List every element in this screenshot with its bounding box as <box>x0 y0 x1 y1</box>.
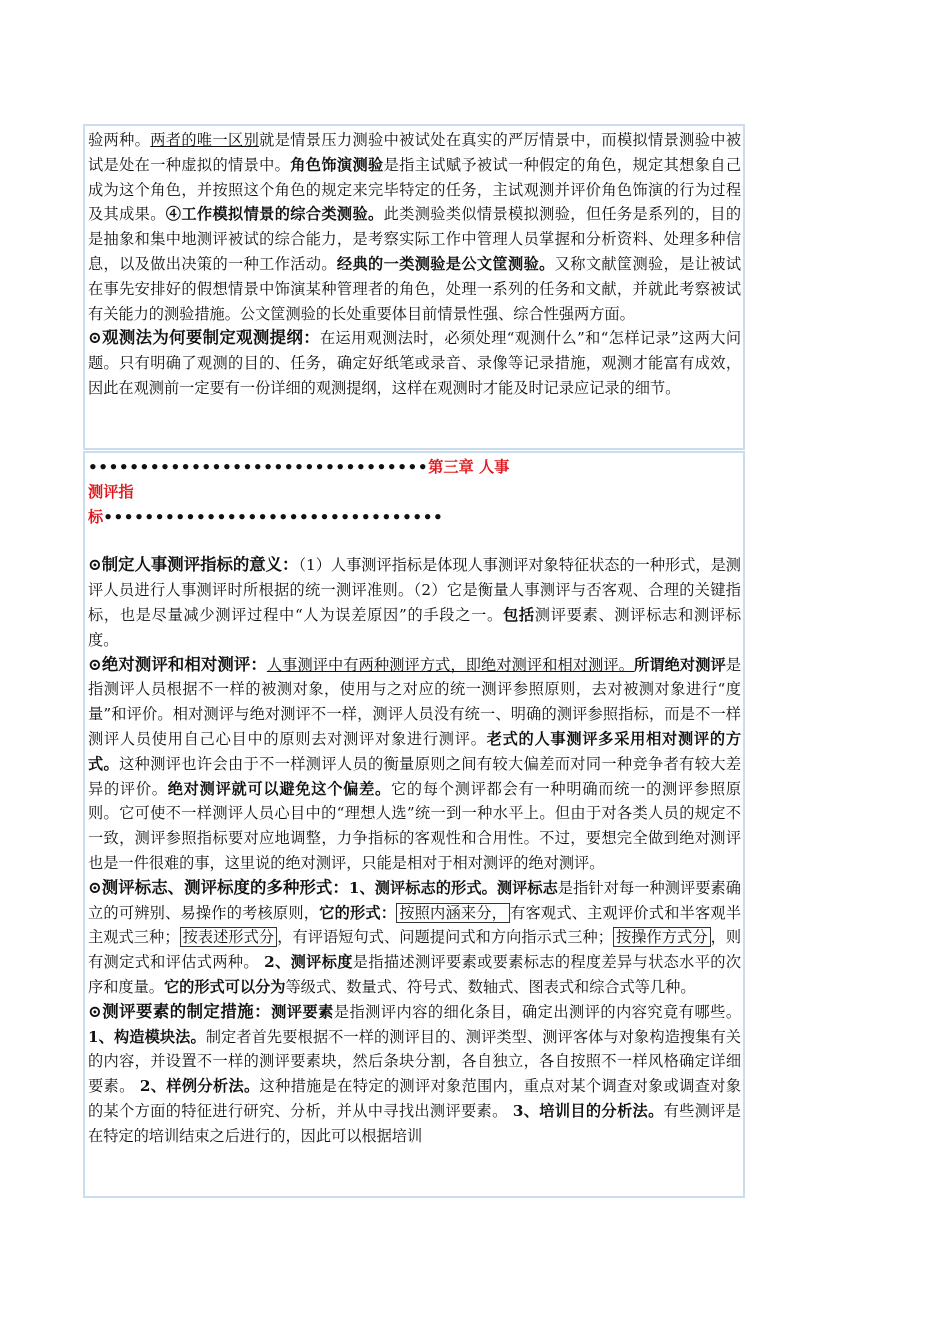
bold-term: 它的形式可以分为 <box>163 977 286 996</box>
bold-term: 2、测评标度 <box>264 953 353 972</box>
text-run: 是指测评人员根据不一样的被测对象，使用与之对应的统一测评参照原则，去对被测对象进行“度量”和评价。相对测评与绝对测评不一样，测评人员没有统一、明确的测评参照指标，而是不一样测评人员使用自己心目中的原则去对测评对象进行测评。 <box>88 655 742 748</box>
boxed-phrase: 按操作方式分 <box>613 927 711 947</box>
bold-term: 包括 <box>502 605 535 624</box>
bold-term: 1、测评标志的形式。测评标志 <box>348 878 558 897</box>
text-run: 有客观式、主观评价式和半客观半主观式三种； <box>88 903 742 947</box>
bold-term: 老式的人事测评多采用相对测评的方式。 <box>88 729 742 773</box>
paragraph-marker-scale-forms <box>88 876 741 1000</box>
bold-term: 3、培训目的分析法。 <box>512 1101 664 1120</box>
dot-leader-left: ••••••••••••••••••••••••••••••••• <box>88 458 429 476</box>
section-heading: ⊙观测法为何要制定观测提纲： <box>88 328 320 348</box>
text-run: 是指针对每一种测评要素确立的可辨别、易操作的考核原则， <box>88 878 741 922</box>
paragraph-element-methods <box>88 1000 741 1149</box>
text-run: 等级式、数量式、符号式、数轴式、图表式和综合式等几种。 <box>285 977 696 996</box>
text-run: 又称文献筐测验，是让被试在事先安排好的假想情景中饰演某种管理者的角色，处理一系列的任务和文献，并就此考察被试有关能力的测验措施。公文筐测验的长处重要体目前情景性强、综合性强两方面。 <box>88 254 742 323</box>
underlined-phrase: 两者的唯一区别 <box>150 131 260 149</box>
text-run: 就是情景压力测验中被试处在真实的严厉情景中，而模拟情景测验中被试是处在一种虚拟的情景中。 <box>88 131 742 174</box>
bold-term: 绝对测评就可以避免这个偏差。 <box>167 779 391 798</box>
bold-term: 所谓绝对测评 <box>634 655 726 674</box>
chapter-heading <box>88 455 741 529</box>
paragraph-simulation-tests <box>88 128 741 326</box>
text-frame-main <box>83 451 745 1198</box>
section-heading: ⊙绝对测评和相对测评： <box>88 654 267 674</box>
bold-term-in-basket: 经典的一类测验是公文筐测验。 <box>336 254 555 273</box>
text-run: 制定者首先要根据不一样的测评目的、测评类型、测评客体与对象构造搜集有关的内容，并设置不一样的测评要素块，然后条块分割，各自独立，各自按照不一样风格确定详细要素。 <box>88 1027 741 1096</box>
dot-leader-right: ••••••••••••••••••••••••••••••••• <box>103 507 444 526</box>
paragraph-absolute-relative <box>88 653 741 876</box>
text-run: 此类测验类似情景模拟测验，但任务是系列的，目的是抽象和集中地测评被试的综合能力，是考察实际工作中管理人员掌握和分析资料、处理多种信息，以及做出决策的一种工作活动。 <box>88 205 742 273</box>
bold-term-role-play: 角色饰演测验 <box>290 155 384 174</box>
chapter-title-part-3: 标 <box>88 507 104 526</box>
paragraph-observation-outline <box>88 326 741 400</box>
boxed-phrase: 按照内涵来分， <box>396 903 510 923</box>
text-run: 验两种。 <box>88 131 151 149</box>
text-run: 是指描述测评要素或要素标志的程度差异与状态水平的次序和度量。 <box>88 953 742 996</box>
text-run: （1）人事测评指标是体现人事测评对象特征状态的一种形式，是测评人员进行人事测评时所根据的统一测评准则。（2）它是衡量人事测评与否客观、合理的关键指标，也是尽量减少测评过程中“人为误差原因”的手段之一。 <box>88 556 741 624</box>
text-run: 是指测评内容的细化条目，确定出测评的内容究竟有哪些。 <box>333 1002 742 1021</box>
text-run: 是指主试赋予被试一种假定的角色，规定其想象自己成为这个角色，并按照这个角色的规定来完毕特定的任务，主试观测并评价角色饰演的行为过程及其成果。 <box>88 155 742 224</box>
blank-line <box>88 529 741 553</box>
text-run: 它的每个测评都会有一种明确而统一的测评参照原则。它可使不一样测评人员心目中的“理想人选”统一到一种水平上。但由于对各类人员的规定不一致，测评参照指标要对应地调整，力争指标的客观性和合用性。不过，要想完全做到绝对测评也是一件很难的事，这里说的绝对测评，只能是相对于相对测评的绝对测评。 <box>88 779 742 872</box>
bold-term: 2、样例分析法。 <box>139 1077 260 1096</box>
section-heading: ⊙测评标志、测评标度的多种形式： <box>88 877 349 897</box>
text-run: 这种措施是在特定的测评对象范围内，重点对某个调查对象或调查对象的某个方面的特征进行研究、分析，并从中寻找出测评要素。 <box>88 1077 742 1120</box>
text-run: ，则有测定式和评估式两种。 <box>88 928 742 972</box>
section-heading: ⊙测评要素的制定措施： <box>88 1001 272 1021</box>
bold-term: 它的形式： <box>319 903 397 922</box>
text-run: 有些测评是在特定的培训结束之后进行的，因此可以根据培训 <box>88 1101 741 1145</box>
chapter-title-part-2: 测评指 <box>88 482 134 501</box>
chapter-title-part-1: 第三章 人事 <box>428 458 510 476</box>
text-frame-top <box>83 124 745 450</box>
boxed-phrase: 按表述形式分 <box>180 927 278 947</box>
paragraph-indicator-significance <box>88 553 741 652</box>
text-run: 在运用观测法时，必须处理“观测什么”和“怎样记录”这两大问题。只有明确了观测的目的、任务，确定好纸笔或录音、录像等记录措施，观测才能富有成效，因此在观测前一定要有一份详细的观测提纲，这样在观测时才能及时记录应记录的细节。 <box>88 329 742 397</box>
text-run: ，有评语短句式、问题提问式和方向指示式三种； <box>277 928 613 947</box>
underlined-phrase: 人事测评中有两种测评方式，即绝对测评和相对测评。 <box>266 655 635 674</box>
text-run: 测评要素、测评标志和测评标度。 <box>88 605 742 649</box>
bold-term: 1、构造模块法。 <box>88 1027 206 1046</box>
bold-term: 测评要素 <box>271 1002 334 1021</box>
bold-term-work-simulation: ④工作模拟情景的综合类测验。 <box>165 205 384 224</box>
section-heading: ⊙制定人事测评指标的意义： <box>88 555 299 575</box>
text-run: 这种测评也许会由于不一样测评人员的衡量原则之间有较大偏差而对同一种竞争者有较大差异的评价。 <box>88 754 742 798</box>
